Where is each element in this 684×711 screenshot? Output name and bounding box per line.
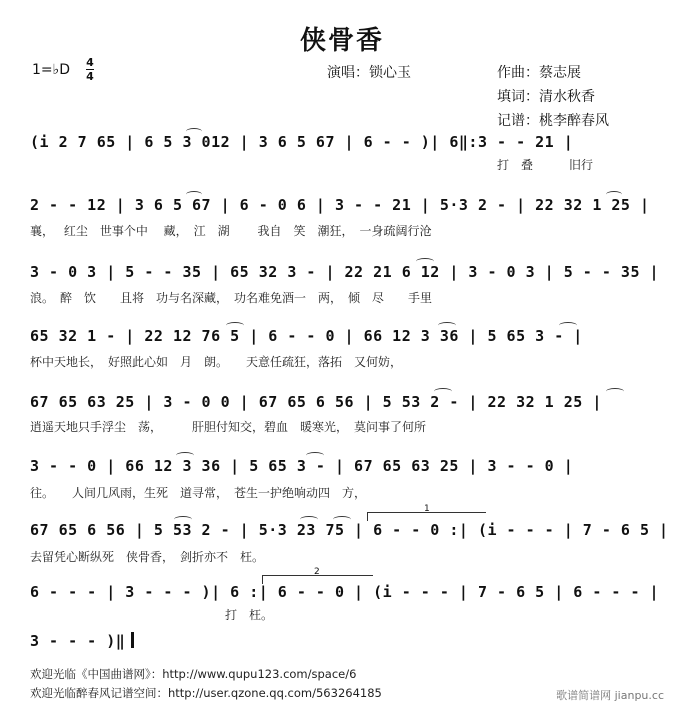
slur-mark — [438, 322, 456, 329]
slur-mark — [559, 322, 577, 329]
composer-credit: 作曲：蔡志展 — [497, 65, 581, 81]
slur-mark — [306, 452, 324, 459]
slur-mark — [300, 516, 318, 523]
lyric-row-8: 打 枉。 — [225, 608, 274, 622]
song-title: 侠骨香 — [299, 26, 384, 56]
lyricist-credit: 填词：清水秋香 — [497, 89, 595, 105]
lyric-row-5: 逍遥天地只手浮尘 荡， 肝胆付知交，碧血 暖寒光， 莫问事了何所 — [30, 420, 427, 434]
notation-row-5: 67 65 63 25 | 3 - 0 0 | 67 65 6 56 | 5 53 2 - | 22 32 1 25 | — [30, 393, 602, 411]
notation-row-3: 3 - 0 3 | 5 - - 35 | 65 32 3 - | 22 21 6 12 | 3 - 0 3 | 5 - - 35 | — [30, 263, 660, 281]
volta-2-number: 2 — [314, 567, 320, 577]
lyric-row-4: 杯中天地长， 好照此心如 月 朗。 天意任疏狂，落拓 又何妨， — [30, 355, 403, 369]
notation-row-8: 6 - - - | 3 - - - )| 6 :| 6 - - 0 | (i - - - | 7 - 6 5 | 6 - - - | — [30, 583, 660, 601]
final-barline — [131, 632, 134, 648]
slur-mark — [416, 258, 434, 265]
slur-mark — [186, 128, 202, 135]
watermark: 歌谱简谱网 jianpu.cc — [556, 689, 664, 702]
footer-link-qupu[interactable]: 欢迎光临《中国曲谱网》：http://www.qupu123.com/space/6 — [30, 667, 357, 681]
lyric-row-2: 襄， 红尘 世事个中 藏， 江 湖 我自 笑 潮狂， 一身疏阔行沧 — [30, 224, 432, 238]
volta-1-number: 1 — [424, 504, 430, 514]
slur-mark — [174, 516, 192, 523]
slur-mark — [333, 516, 351, 523]
lyric-row-3: 浪。 醉 饮 且将 功与名深藏， 功名难免酒一 两， 倾 尽 手里 — [30, 291, 433, 305]
slur-mark — [176, 452, 194, 459]
notation-row-7: 67 65 6 56 | 5 53 2 - | 5·3 23 75 | 6 - - 0 :| (i - - - | 7 - 6 5 | — [30, 521, 669, 539]
singer-credit: 演唱：锁心玉 — [327, 65, 411, 81]
footer-link-qzone[interactable]: 欢迎光临醉春风记谱空间：http://user.qzone.qq.com/563264185 — [30, 686, 382, 700]
slur-mark — [434, 388, 452, 395]
notation-row-6: 3 - - 0 | 66 12 3 36 | 5 65 3 - | 67 65 63 25 | 3 - - 0 | — [30, 457, 574, 475]
slur-mark — [226, 322, 244, 329]
lyric-row-7: 去留凭心断纵死 侠骨香， 剑折亦不 枉。 — [30, 550, 265, 564]
transcriber-credit: 记谱：桃李醉春风 — [497, 113, 609, 129]
time-signature-top: 4 — [86, 56, 94, 69]
notation-row-2: 2 - - 12 | 3 6 5 67 | 6 - 0 6 | 3 - - 21 | 5·3 2 - | 22 32 1 25 | — [30, 196, 650, 214]
lyric-row-1: 打 叠 旧行 — [497, 158, 594, 172]
key-signature: 1=♭D — [32, 62, 71, 78]
notation-row-4: 65 32 1 - | 22 12 76 5 | 6 - - 0 | 66 12 3 36 | 5 65 3 - | — [30, 327, 583, 345]
notation-row-1: (i 2 7 65 | 6 5 3 012 | 3 6 5 67 | 6 - - )| 6‖:3 - - 21 | — [30, 133, 574, 151]
slur-mark — [186, 191, 202, 198]
lyric-row-6: 往。 人间几风雨，生死 道寻常， 苍生一护绝响动四 方， — [30, 486, 367, 500]
slur-mark — [606, 191, 622, 198]
time-signature-bottom: 4 — [86, 70, 94, 83]
slur-mark — [606, 388, 624, 395]
time-signature — [86, 57, 94, 82]
notation-row-9: 3 - - - )‖ — [30, 632, 126, 650]
